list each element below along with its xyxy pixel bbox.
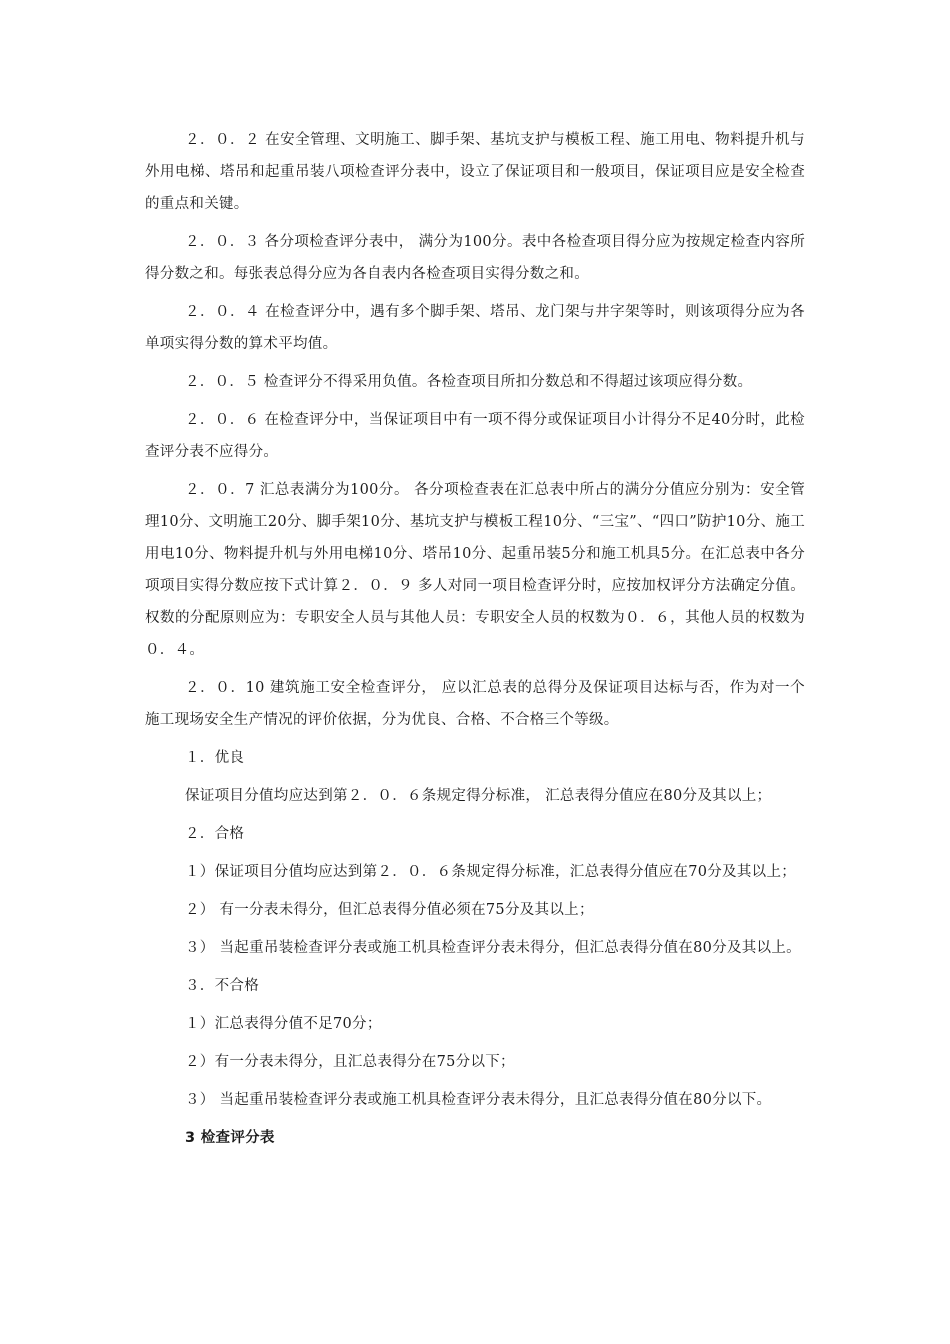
grade-pass-item-1: １）保证项目分值均应达到第２．０．６条规定得分标准，汇总表得分值应在70分及其以上； <box>185 864 797 880</box>
grade-fail-heading: ３．不合格 <box>185 978 259 994</box>
clause-2-0-3: ２．０．３ 各分项检查评分表中， 满分为100分。表中各检查项目得分应为按规定检查内容所得分数之和。每张表总得分应为各自表内各检查项目实得分数之和。 <box>145 234 805 282</box>
clause-2-0-6: ２．０．６ 在检查评分中，当保证项目中有一项不得分或保证项目小计得分不足40分时，此检查评分表不应得分。 <box>145 412 805 460</box>
clause-2-0-10: ２．０．10 建筑施工安全检查评分， 应以汇总表的总得分及保证项目达标与否，作为对一个施工现场安全生产情况的评价依据，分为优良、合格、不合格三个等级。 <box>145 680 805 728</box>
grade-pass-item-3: ３） 当起重吊装检查评分表或施工机具检查评分表未得分，但汇总表得分值在80分及其以上。 <box>185 940 801 956</box>
clause-2-0-2: ２．０．２ 在安全管理、文明施工、脚手架、基坑支护与模板工程、施工用电、物料提升机与外用电梯、塔吊和起重吊装八项检查评分表中，设立了保证项目和一般项目，保证项目应是安全检查的重点和关键。 <box>145 132 805 212</box>
clause-2-0-7: ２．０．7 汇总表满分为100分。 各分项检查表在汇总表中所占的满分分值应分别为：安全管理10分、文明施工20分、脚手架10分、基坑支护与模板工程10分、“三宝”、“四口”防护10分、施工用电10分、物料提升机与外用电梯10分、塔吊10分、起重吊装5分和施工机具5分。在汇总表中各分项项目实得分数应按下式计算２．０．９ 多人对同一项目检查评分时，应按加权评分方法确定分值。权数的分配原则应为：专职安全人员与其他人员：专职安全人员的权数为０．６，其他人员的权数为０．４。 <box>145 482 805 658</box>
grade-fail-item-3: ３） 当起重吊装检查评分表或施工机具检查评分表未得分，且汇总表得分值在80分以下。 <box>185 1092 772 1108</box>
clause-2-0-4: ２．０．４ 在检查评分中，遇有多个脚手架、塔吊、龙门架与井字架等时，则该项得分应为各单项实得分数的算术平均值。 <box>145 304 805 352</box>
grade-excellent-criteria: 保证项目分值均应达到第２．０．６条规定得分标准， 汇总表得分值应在80分及其以上； <box>185 788 772 804</box>
grade-pass-item-2: ２） 有一分表未得分，但汇总表得分值必须在75分及其以上； <box>185 902 594 918</box>
document-body <box>145 124 805 1160</box>
grade-fail-item-1: １）汇总表得分值不足70分； <box>185 1016 382 1032</box>
grade-excellent-heading: １．优良 <box>185 750 245 766</box>
grade-pass-heading: ２．合格 <box>185 826 245 842</box>
grade-fail-item-2: ２）有一分表未得分，且汇总表得分在75分以下； <box>185 1054 515 1070</box>
section-heading: 3 检查评分表 <box>185 1130 275 1146</box>
clause-2-0-5: ２．０．５ 检查评分不得采用负值。各检查项目所扣分数总和不得超过该项应得分数。 <box>185 374 753 390</box>
